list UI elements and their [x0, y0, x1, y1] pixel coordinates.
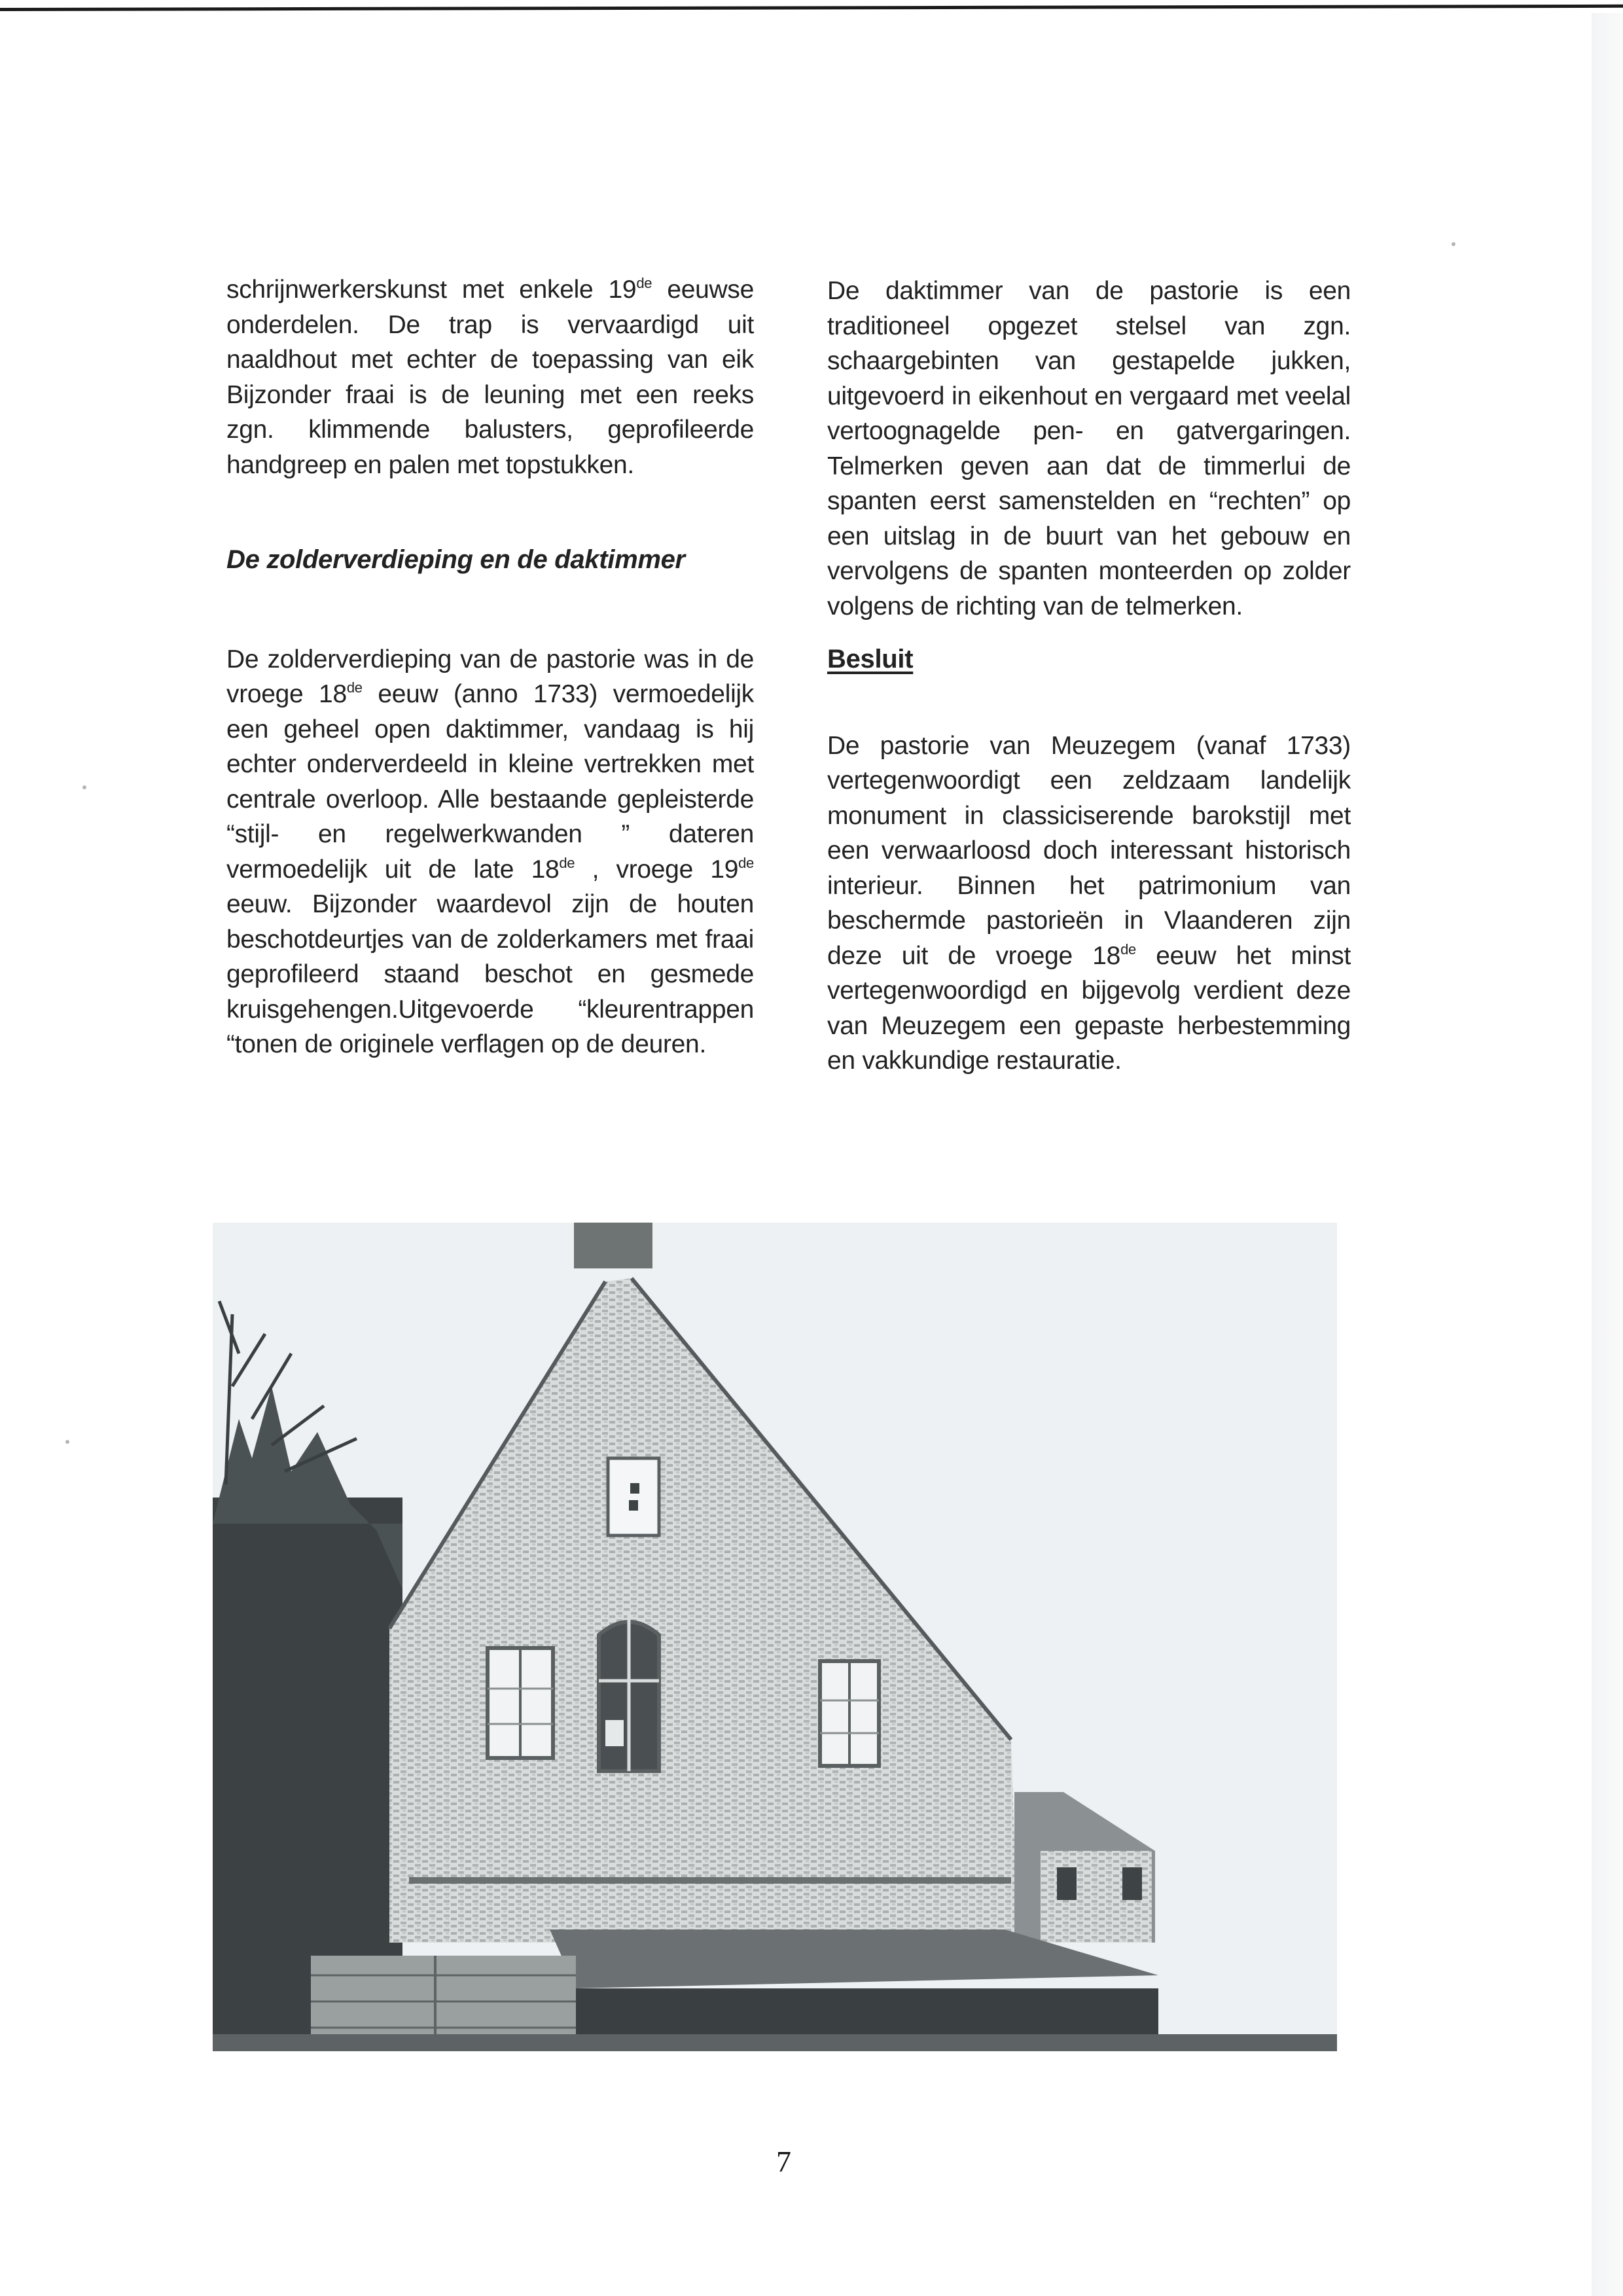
string-course — [409, 1877, 1011, 1884]
spacer — [827, 624, 1351, 642]
spacer — [226, 482, 754, 543]
spacer — [827, 677, 1351, 728]
intro-paragraph — [226, 272, 754, 482]
ordinal-suffix: de — [1120, 941, 1136, 958]
conclusion-heading: Besluit — [827, 645, 914, 673]
text-run: eeuw het minst vertegenwoordigd en bijgevolg verdient deze van Meuzegem een gepaste herbestemming en vakkundige restauratie. — [827, 941, 1351, 1075]
conclusion-paragraph — [827, 728, 1351, 1079]
text-run: eeuwse onderdelen. De trap is vervaardigd uit naaldhout met echter de toepassing van eik Bijzonder fraai is de leuning met een reeks zgn. klimmende balusters, geprofileerde handgreep en palen met topstukken. — [226, 276, 754, 479]
ordinal-suffix: de — [559, 854, 575, 871]
ordinal-suffix: de — [346, 679, 363, 696]
chimney — [574, 1223, 652, 1268]
scan-speck — [1452, 242, 1455, 246]
window-right — [820, 1661, 879, 1766]
scan-speck — [82, 785, 86, 789]
section-heading: De zolderverdieping en de daktimmer — [226, 545, 685, 574]
text-run: De pastorie van Meuzegem (vanaf 1733) vertegenwoordigt een zeldzaam landelijk monument in classiciserende barokstijl met een verwaarloosd doch interessant historisch interieur. Binnen het patrimonium van beschermde pastorieën in Vlaanderen zijn deze uit de vroege 18 — [827, 731, 1351, 970]
section-paragraph — [226, 642, 754, 1062]
text-run: eeuw. Bijzonder waardevol zijn de houten beschotdeurtjes van de zolderkamers met fraai geprofileerd staand beschot en gesmede kruisgehengen.Uitgevoerde “kleurentrappen “tonen de originele verflagen op de deuren. — [226, 890, 754, 1058]
ordinal-suffix: de — [738, 854, 754, 871]
text-run: schrijnwerkerskunst met enkele 19 — [226, 276, 637, 304]
page-number: 7 — [776, 2145, 791, 2178]
text-run: De zolderverdieping van de pastorie was in de vroege 18 — [226, 645, 754, 708]
spacer — [226, 578, 754, 642]
left-column — [226, 272, 754, 1062]
scan-speck — [65, 1440, 69, 1444]
ordinal-suffix: de — [636, 275, 652, 291]
pastorie-photo — [213, 1223, 1337, 2051]
text-run: , vroege 19 — [575, 855, 739, 884]
text-run: eeuw (anno 1733) vermoedelijk een geheel open daktimmer, vandaag is hij echter onderverdeeld in kleine vertrekken met centrale overloop. Alle bestaande gepleisterde “stijl- en regelwerkwanden ” dateren vermoedelijk uit de late 18 — [226, 680, 754, 884]
attic-window — [608, 1458, 659, 1535]
right-column — [827, 274, 1351, 1079]
window-center — [599, 1615, 659, 1771]
scan-right-edge — [1592, 13, 1623, 2296]
window-left — [488, 1648, 553, 1758]
photo-illustration — [213, 1223, 1337, 2051]
ground — [213, 2034, 1337, 2051]
daktimmer-paragraph: De daktimmer van de pastorie is een traditioneel opgezet stelsel van zgn. schaargebinten van gestapelde jukken, uitgevoerd in eikenhout en vergaard met veelal vertoognagelde pen- en gatvergaringen. Telmerken geven aan dat de timmerlui de spanten eerst samenstelden en “rechten” op een uitslag in de buurt van het gebouw en vervolgens de spanten monteerden op zolder volgens de richting van de telmerken. — [827, 277, 1351, 620]
